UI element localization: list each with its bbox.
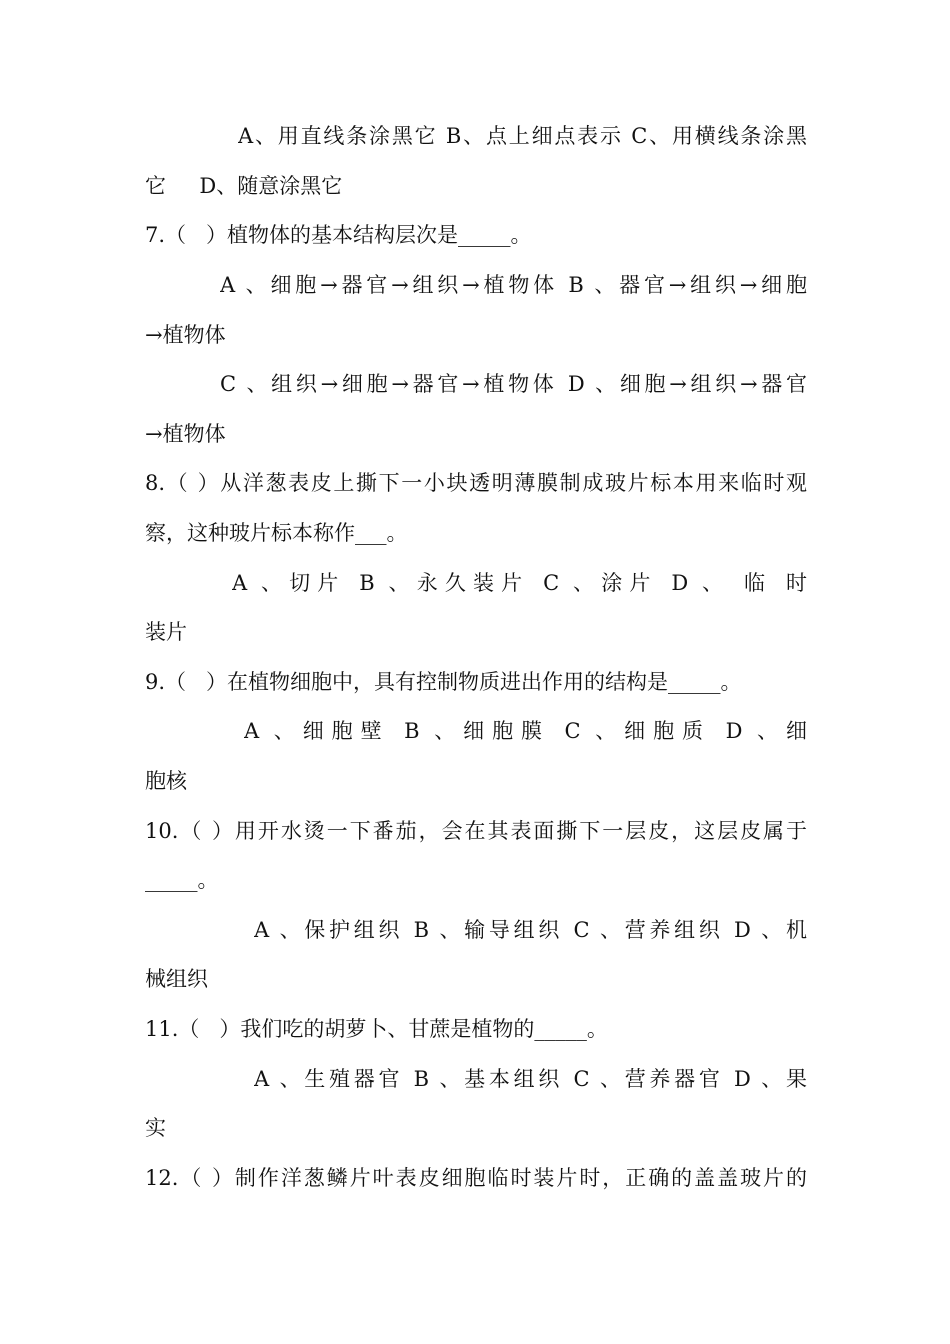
q8-options-line-1: A 、切片 B 、永久装片 C 、涂片 D 、 临 时 bbox=[232, 571, 807, 595]
q10-options-line-2: 械组织 bbox=[145, 967, 208, 991]
question-9: 9.（ ）在植物细胞中，具有控制物质进出作用的结构是_____。 bbox=[145, 670, 742, 694]
q6-options-line-2: 它 D、随意涂黑它 bbox=[145, 174, 343, 198]
q11-options-line-1: A 、生殖器官 B 、基本组织 C 、营养器官 D 、果 bbox=[254, 1067, 807, 1091]
question-7: 7.（ ）植物体的基本结构层次是_____。 bbox=[145, 223, 532, 247]
q7-options-line-2: →植物体 bbox=[145, 323, 226, 347]
question-12-line-1: 12.（ ）制作洋葱鳞片叶表皮细胞临时装片时，正确的盖盖玻片的 bbox=[145, 1166, 807, 1190]
q11-options-line-2: 实 bbox=[145, 1116, 166, 1140]
q7-options-line-1: A 、细胞→器官→组织→植物体 B 、器官→组织→细胞 bbox=[220, 273, 807, 297]
q7-options-line-3: C 、组织→细胞→器官→植物体 D 、细胞→组织→器官 bbox=[220, 372, 807, 396]
q6-options-line-1: A、用直线条涂黑它 B、点上细点表示 C、用横线条涂黑 bbox=[238, 124, 807, 148]
question-10-line-1: 10.（ ）用开水烫一下番茄，会在其表面撕下一层皮，这层皮属于 bbox=[145, 819, 807, 843]
question-8-line-1: 8.（ ）从洋葱表皮上撕下一小块透明薄膜制成玻片标本用来临时观 bbox=[145, 471, 807, 495]
q7-options-line-4: →植物体 bbox=[145, 422, 226, 446]
q8-options-line-2: 装片 bbox=[145, 620, 187, 644]
q10-options-line-1: A 、保护组织 B 、输导组织 C 、营养组织 D 、机 bbox=[254, 918, 807, 942]
q9-options-line-2: 胞核 bbox=[145, 769, 187, 793]
q9-options-line-1: A 、细胞壁 B 、细胞膜 C 、细胞质 D 、细 bbox=[244, 719, 807, 743]
question-11: 11.（ ）我们吃的胡萝卜、甘蔗是植物的_____。 bbox=[145, 1017, 608, 1041]
question-10-line-2: _____。 bbox=[145, 868, 219, 892]
question-8-line-2: 察，这种玻片标本称作___。 bbox=[145, 521, 408, 545]
